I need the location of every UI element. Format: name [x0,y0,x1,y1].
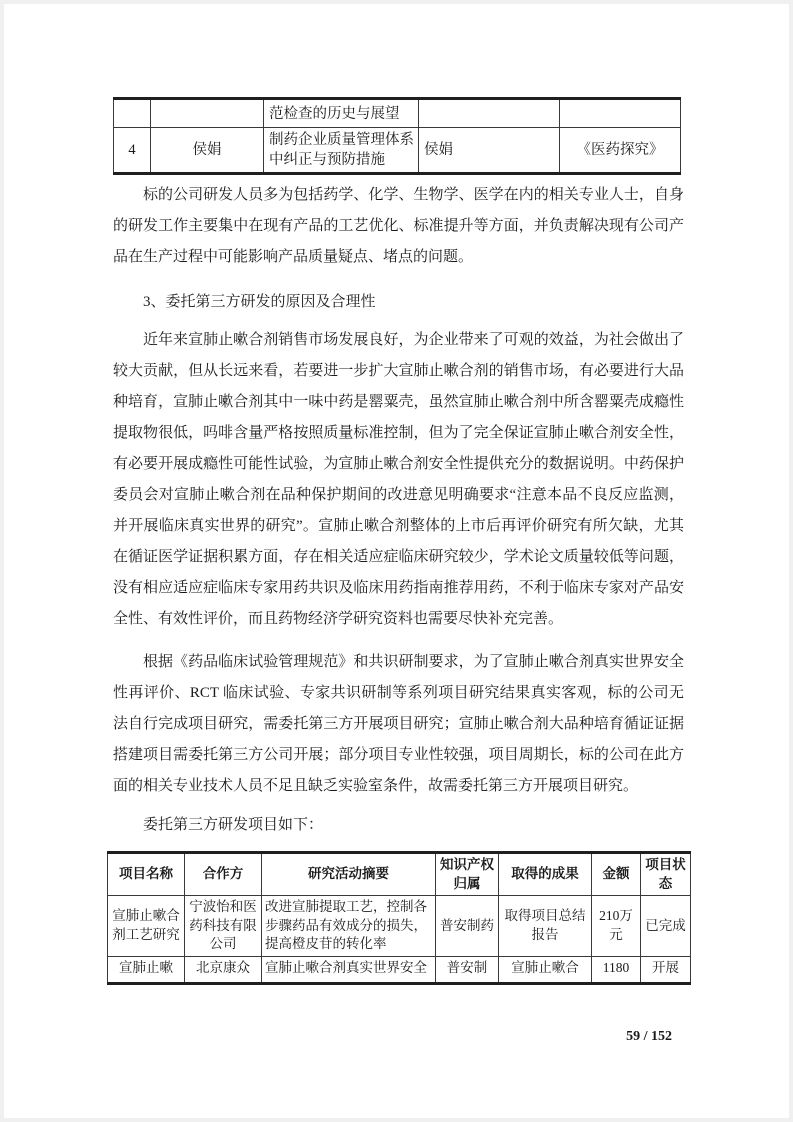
table-cell: 已完成 [641,896,691,957]
page-content [113,97,684,985]
table-cell: 宣肺止嗽合剂真实世界安全 [262,956,436,983]
table-cell: 宁波怡和医药科技有限公司 [185,896,262,957]
table-cell: 宣肺止嗽 [108,956,185,983]
paragraph-table-intro: 委托第三方研发项目如下： [143,817,324,833]
column-header: 知识产权归属 [436,853,499,896]
table-cell [419,99,560,128]
paragraph-reason: 近年来宣肺止嗽合剂销售市场发展良好，为企业带来了可观的效益，为社会做出了较大贡献，但从长远来看，若要进一步扩大宣肺止嗽合剂的销售市场，有必要进行大品种培育，宣肺止嗽合剂其中一味中药是罂粟壳，虽然宣肺止嗽合剂中所含罂粟壳成瘾性提取物很低，吗啡含量严格按照质量标准控制，但为了完全保证宣肺止嗽合剂安全性，有必要开展成瘾性可能性试验，为宣肺止嗽合剂安全性提供充分的数据说明。中药保护委员会对宣肺止嗽合剂在品种保护期间的改进意见明确要求“注意本品不良反应监测，并开展临床真实世界的研究”。宣肺止嗽合剂整体的上市后再评价研究有所欠缺，尤其在循证医学证据积累方面，存在相关适应症临床研究较少，学术论文质量较低等问题，没有相应适应症临床专家用药共识及临床用药指南推荐用药，不利于临床专家对产品安全性、有效性评价，而且药物经济学研究资料也需要尽快补充完善。 [113,332,684,627]
table-cell [114,99,151,128]
column-header: 金额 [592,853,641,896]
table-cell: 普安制 [436,956,499,983]
paragraph-rd-staff: 标的公司研发人员多为包括药学、化学、生物学、医学在内的相关专业人士，自身的研发工作主要集中在现有产品的工艺优化、标准提升等方面，并负责解决现有公司产品在生产过程中可能影响产品质量疑点、堵点的问题。 [113,187,684,265]
column-header: 项目名称 [108,853,185,896]
table-cell: 宣肺止嗽合 [499,956,592,983]
table-cell: 4 [114,128,151,174]
table-row [108,896,691,957]
table-cell: 210万元 [592,896,641,957]
column-header: 取得的成果 [499,853,592,896]
table-row [108,956,691,983]
column-header: 研究活动摘要 [262,853,436,896]
table-cell: 改进宣肺提取工艺，控制各步骤药品有效成分的损失，提高橙皮苷的转化率 [262,896,436,957]
table-row [114,128,681,174]
table-cell: 宣肺止嗽合剂工艺研究 [108,896,185,957]
table-cell: 侯娟 [419,128,560,174]
table-cell: 1180 [592,956,641,983]
page-number: 59 / 152 [626,1029,672,1044]
table-cell [151,99,264,128]
table-cell: 普安制药 [436,896,499,957]
table-cell: 取得项目总结报告 [499,896,592,957]
table-header-row [108,853,691,896]
section-heading: 3、委托第三方研发的原因及合理性 [143,294,376,310]
publications-continuation-table [113,97,681,175]
table-row [114,99,681,128]
rd-projects-table [107,851,691,985]
table-cell: 开展 [641,956,691,983]
table-cell [560,99,681,128]
column-header: 项目状态 [641,853,691,896]
paragraph-basis: 根据《药品临床试验管理规范》和共识研制要求，为了宣肺止嗽合剂真实世界安全性再评价、RCT 临床试验、专家共识研制等系列项目研究结果真实客观，标的公司无法自行完成项目研究，需委托第三方开展项目研究；宣肺止嗽合剂大品种培育循证证据搭建项目需委托第三方公司开展；部分项目专业性较强，项目周期长，标的公司在此方面的相关专业技术人员不足且缺乏实验室条件，故需委托第三方开展项目研究。 [113,654,684,794]
table-cell: 北京康众 [185,956,262,983]
table-cell: 范检查的历史与展望 [264,99,419,128]
table-cell: 制药企业质量管理体系中纠正与预防措施 [264,128,419,174]
table-cell: 侯娟 [151,128,264,174]
column-header: 合作方 [185,853,262,896]
table-cell: 《医药探究》 [560,128,681,174]
